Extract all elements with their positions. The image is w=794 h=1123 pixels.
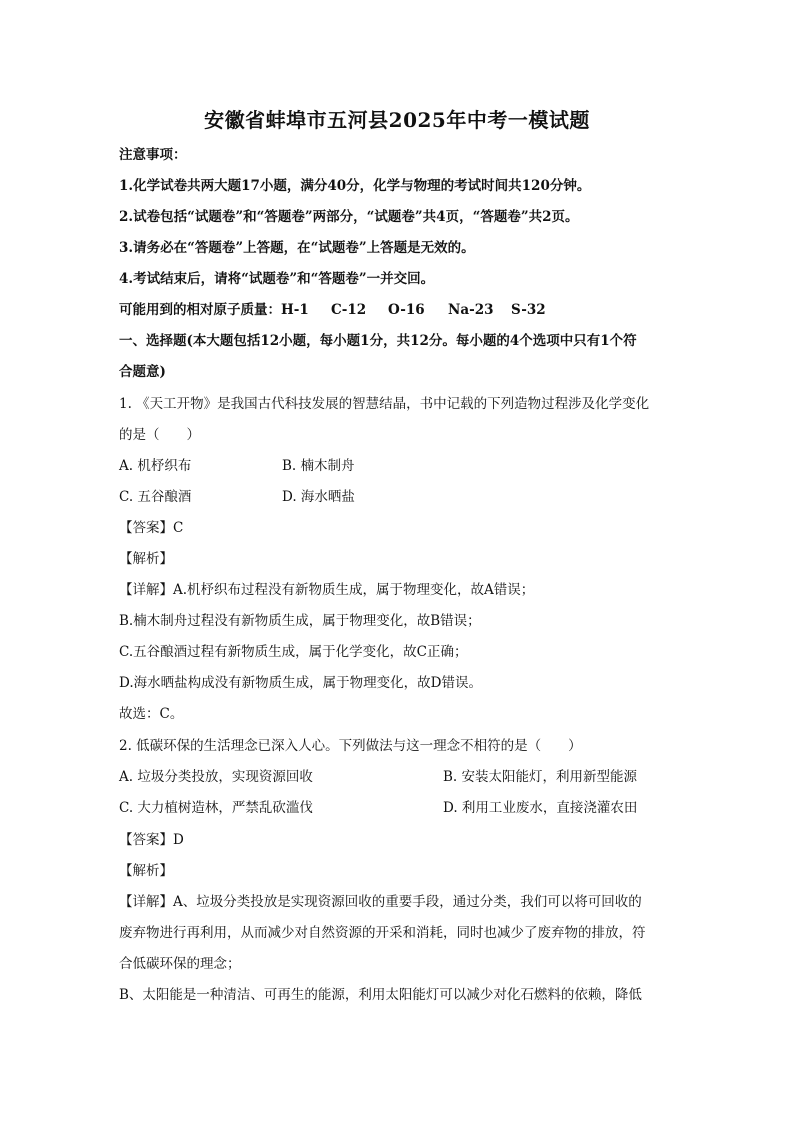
q1-detail: B.楠木制舟过程没有新物质生成，属于物理变化，故B错误； — [119, 613, 481, 629]
q2-option-a: A. 垃圾分类投放，实现资源回收 — [119, 769, 313, 785]
notice-item-2: 2.试卷包括“试题卷”和“答题卷”两部分，“试题卷”共4页，“答题卷”共2页。 — [119, 209, 579, 225]
q1-stem: 1. 《天工开物》是我国古代科技发展的智慧结晶，书中记载的下列造物过程涉及化学变化 — [119, 396, 650, 412]
section1-heading-cont: 合题意) — [119, 364, 166, 380]
notice-item-3: 3.请务必在“答题卷”上答题，在“试题卷”上答题是无效的。 — [119, 240, 475, 256]
q1-detail: D.海水晒盐构成没有新物质生成，属于物理变化，故D错误。 — [119, 675, 482, 691]
atomic-mass-line — [119, 301, 679, 319]
atomic-mass-label: 可能用到的相对原子质量： — [119, 302, 281, 318]
q2-detail: 【详解】A、垃圾分类投放是实现资源回收的重要手段，通过分类，我们可以将可回收的 — [119, 894, 642, 910]
q1-option-d: D. 海水晒盐 — [282, 489, 355, 505]
q2-stem: 2. 低碳环保的生活理念已深入人心。下列做法与这一理念不相符的是（ ） — [119, 738, 582, 754]
q2-answer: 【答案】D — [119, 832, 184, 848]
q2-detail: B、太阳能是一种清洁、可再生的能源，利用太阳能灯可以减少对化石燃料的依赖，降低 — [119, 987, 642, 1003]
q1-option-b: B. 楠木制舟 — [282, 458, 355, 474]
atomic-mass-value: H-1 — [281, 302, 309, 318]
q1-option-c: C. 五谷酿酒 — [119, 489, 192, 505]
atomic-mass-value: C-12 — [331, 302, 367, 318]
q2-analysis-label: 【解析】 — [119, 863, 173, 879]
q1-stem-cont: 的是（ ） — [119, 427, 200, 443]
q2-detail: 废弃物进行再利用，从而减少对自然资源的开采和消耗，同时也减少了废弃物的排放，符 — [119, 925, 646, 941]
q1-conclusion: 故选：C。 — [119, 706, 184, 722]
q1-detail: C.五谷酿酒过程有新物质生成，属于化学变化，故C正确； — [119, 644, 468, 660]
q1-option-a: A. 机杼织布 — [119, 458, 192, 474]
notice-item-4: 4.考试结束后，请将“试题卷”和“答题卷”一并交回。 — [119, 271, 435, 287]
q2-option-d: D. 利用工业废水，直接浇灌农田 — [443, 800, 638, 816]
page-title: 安徽省蚌埠市五河县2025年中考一模试题 — [204, 108, 590, 132]
section1-heading: 一、选择题(本大题包括12小题，每小题1分，共12分。每小题的4个选项中只有1个符 — [119, 333, 637, 349]
q1-detail: 【详解】A.机杼织布过程没有新物质生成，属于物理变化，故A错误； — [119, 582, 535, 598]
q1-analysis-label: 【解析】 — [119, 551, 173, 567]
atomic-mass-value: O-16 — [388, 302, 425, 318]
atomic-mass-value: S-32 — [511, 302, 546, 318]
atomic-mass-value: Na-23 — [448, 302, 494, 318]
notice-item-1: 1.化学试卷共两大题17小题，满分40分，化学与物理的考试时间共120分钟。 — [119, 178, 591, 194]
q2-option-b: B. 安装太阳能灯，利用新型能源 — [443, 769, 638, 785]
q1-answer: 【答案】C — [119, 520, 184, 536]
q2-detail: 合低碳环保的理念； — [119, 956, 241, 972]
notice-heading: 注意事项： — [119, 147, 187, 163]
q2-option-c: C. 大力植树造林，严禁乱砍滥伐 — [119, 800, 313, 816]
